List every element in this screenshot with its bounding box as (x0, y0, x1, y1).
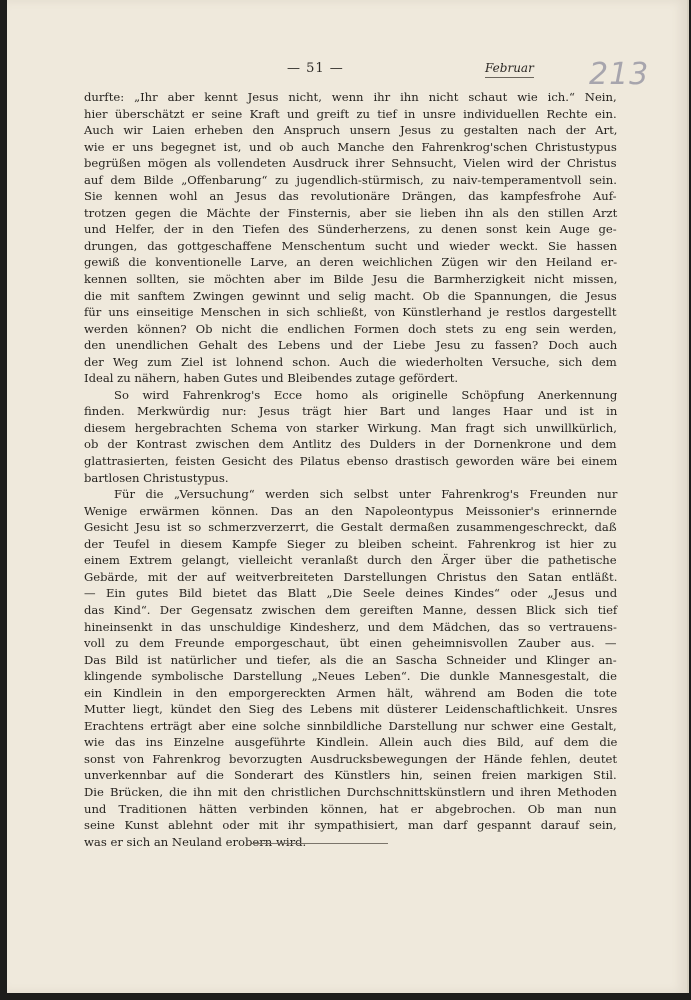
text-line: sonst von Fahrenkrog bevorzugten Ausdrucksbewegungen der Hände fehlen, deutet (84, 751, 618, 766)
article-body (84, 89, 617, 850)
text-line: wie er uns begegnet ist, und ob auch Manche den Fahrenkrog'schen Christustypus (84, 139, 617, 154)
paragraph (84, 387, 617, 486)
text-line: trotzen gegen die Mächte der Finsternis, aber sie lieben ihn als den stillen Arzt (84, 205, 618, 220)
text-line: ob der Kontrast zwischen dem Antlitz des Dulders in der Dornenkrone und dem (84, 437, 617, 452)
text-line: werden können? Ob nicht die endlichen Formen doch stets zu eng sein werden, (84, 321, 617, 336)
text-line: Erachtens erträgt aber eine solche sinnbildliche Darstellung nur schwer eine Gestalt, (84, 718, 617, 733)
text-line: diesem hergebrachten Schema von starker Wirkung. Man fragt sich unwillkürlich, (84, 420, 617, 435)
page-number: — 51 — (287, 61, 344, 76)
text-line: die mit sanftem Zwingen gewinnt und selig macht. Ob die Spannungen, die Jesus (84, 288, 617, 303)
closing-rule (252, 843, 388, 844)
text-line: klingende symbolische Darstellung „Neues Leben“. Die dunkle Mannesgestalt, die (84, 669, 617, 684)
text-line: unverkennbar auf die Sonderart des Künstlers hin, seinen freien markigen Stil. (84, 768, 617, 783)
text-line: glattrasierten, feisten Gesicht des Pilatus ebenso drastisch geworden wäre bei einem (84, 454, 618, 469)
text-line: der Weg zum Ziel ist lohnend schon. Auch die wiederholten Versuche, sich dem (84, 354, 617, 369)
text-line: und Helfer, der in den Tiefen des Sünderherzens, zu denen sonst kein Auge ge- (84, 222, 617, 237)
text-line: einem Extrem gelangt, vielleicht veranlaßt durch den Ärger über die pathetische (84, 553, 617, 568)
text-line: Für die „Versuchung“ werden sich selbst unter Fahrenkrog's Freunden nur (114, 487, 618, 502)
text-line: drungen, das gottgeschaffene Menschentum sucht und wieder weckt. Sie hassen (84, 238, 618, 253)
text-line: finden. Merkwürdig nur: Jesus trägt hier Bart und langes Haar und ist in (84, 404, 618, 419)
text-line: begrüßen mögen als vollendeten Ausdruck ihrer Sehnsucht, Vielen wird der Christus (84, 156, 617, 171)
text-line: — Ein gutes Bild bietet das Blatt „Die Seele deines Kindes“ oder „Jesus und (84, 586, 618, 601)
text-line: gewiß die konventionelle Larve, an deren weichlichen Zügen wir den Heiland er- (84, 255, 618, 270)
text-line: auf dem Bilde „Offenbarung“ zu jugendlich-stürmisch, zu naiv-temperamentvoll sein. (84, 172, 617, 187)
text-line: Sie kennen wohl an Jesus das revolutionäre Drängen, das kampfesfrohe Auf- (84, 189, 617, 204)
text-line: durfte: „Ihr aber kennt Jesus nicht, wenn ihr ihn nicht schaut wie ich.“ Nein, (84, 90, 617, 104)
text-line: So wird Fahrenkrog's Ecce homo als originelle Schöpfung Anerkennung (114, 387, 618, 402)
text-line: wie das ins Einzelne ausgeführte Kindlein. Allein auch dies Bild, auf dem die (84, 735, 618, 750)
text-line: Mutter liegt, kündet den Sieg des Lebens mit düsterer Leidenschaftlichkeit. Unsres (84, 702, 618, 717)
handwritten-folio-number: 213 (589, 57, 650, 92)
text-line: voll zu dem Freunde emporgeschaut, übt einen geheimnisvollen Zauber aus. — (84, 636, 617, 651)
text-line: kennen sollten, sie möchten aber im Bilde Jesu die Barmherzigkeit nicht missen, (84, 272, 618, 287)
text-line: Gesicht Jesu ist so schmerzverzerrt, die Gestalt dermaßen zusammengeschreckt, daß (84, 520, 617, 535)
text-line: hier überschätzt er seine Kraft und greift zu tief in unsre individuellen Rechte ein. (84, 106, 617, 121)
text-line: Das Bild ist natürlicher und tiefer, als die an Sascha Schneider und Klinger an- (84, 652, 617, 667)
text-line: Wenige erwärmen können. Das an den Napoleontypus Meissonier's erinnernde (84, 503, 617, 518)
text-line: und Traditionen hätten verbinden können, hat er abgebrochen. Ob man nun (84, 801, 617, 816)
text-line: hineinsenkt in das unschuldige Kindesherz, und dem Mädchen, das so vertrauens- (84, 619, 617, 634)
text-line: Auch wir Laien erheben den Anspruch unsern Jesus zu gestalten nach der Art, (84, 123, 618, 138)
text-line: seine Kunst ablehnt oder mit ihr sympathisiert, man darf gespannt darauf sein, (84, 818, 617, 833)
text-line: was er sich an Neuland erobern wird. (84, 834, 307, 849)
page-header (7, 57, 687, 92)
document-page (7, 0, 689, 993)
running-head-month: Februar (485, 61, 534, 78)
text-line: Gebärde, mit der auf weitverbreiteten Darstellungen Christus den Satan entläßt. (84, 569, 618, 584)
text-line: der Teufel in diesem Kampfe Sieger zu bleiben scheint. Fahrenkrog ist hier zu (84, 536, 617, 551)
text-line: den unendlichen Gehalt des Lebens und der Liebe Jesu zu fassen? Doch auch (84, 338, 618, 353)
text-line: ein Kindlein in den emporgereckten Armen hält, während am Boden die tote (84, 685, 618, 700)
text-line: Die Brücken, die ihn mit den christlichen Durchschnittskünstlern und ihren Methoden (84, 784, 617, 799)
paragraph (84, 486, 617, 850)
paragraph (84, 89, 617, 387)
text-line: für uns einseitige Menschen in sich schließt, von Künstlerhand je restlos dargestellt (84, 305, 617, 320)
text-line: bartlosen Christustypus. (84, 470, 229, 485)
text-line: das Kind“. Der Gegensatz zwischen dem gereiften Manne, dessen Blick sich tief (84, 602, 618, 617)
text-line: Ideal zu nähern, haben Gutes und Bleibendes zutage gefördert. (84, 371, 459, 386)
